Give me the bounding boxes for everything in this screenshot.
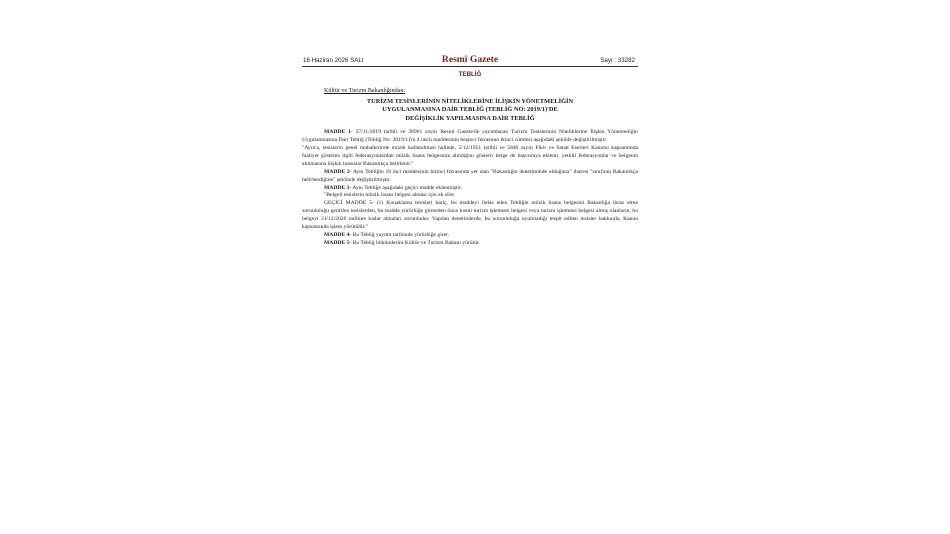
article-lead: MADDE 2- <box>324 168 352 175</box>
paragraph-text: 27/11/2019 tarihli ve 30961 sayılı Resmî Gazete'de yayımlanan Turizm Tesislerinin Niteliklerine İlişkin Yönetmeliğin Uygulanmasına Dair Tebliğ (Tebliğ No: 2019/1)'in 4 üncü maddesinin beşinci fıkrasının ikinci cümlesi aşağıdaki şekilde değiştirilmiştir. <box>302 129 638 144</box>
title-line: TURİZM TESİSLERİNİN NİTELİKLERİNE İLİŞKİN YÖNETMELİĞİN <box>366 98 574 105</box>
article-lead: MADDE 1- <box>324 129 353 136</box>
paragraph-text: Bu Tebliğ hükümlerini Kültür ve Turizm Bakanı yürütür. <box>351 239 480 246</box>
paragraph-article-1 <box>302 129 638 145</box>
gazette-page <box>302 52 638 248</box>
gazette-title: Resmî Gazete <box>441 54 499 65</box>
paragraph-temporary-article <box>302 200 638 232</box>
issue-number: Sayı : 33282 <box>600 57 635 64</box>
paragraph-article-2 <box>302 169 638 185</box>
paragraph-text: GEÇİCİ MADDE 5- (1) Konaklama tesisleri hariç, bu maddeyi ihdas eden Tebliğle müzik lisans belgesini Bakanlığa ibraz etme zorunluluğu getirilen tesislerden, bu madde yürürlüğe girmeden önce kısmi turizm işletmesi belgesi veya turizm işletmesi belgesi almış olanların, bu belgeyi 31/12/2026 tarihine kadar almaları zorunludur. Yapılan denetimlerde, bu zorunluluğa uyulmadığı tespit edilen tesisler hakkında, Kanun kapsamında işlem yürütülür." <box>302 200 638 231</box>
article-lead: MADDE 4- <box>324 232 352 238</box>
paragraph-text: "Ayrıca, tesislerin genel mahallerinde müzik kullanılması halinde, 5/12/1951 tarihli ve 5846 sayılı Fikir ve Sanat Eserleri Kanunu kapsamında faaliyet gösteren ilgili federasyonlardan müzik lisans belgesinin alındığını gösterir belge de başvuruya eklenir, yetkili federasyonlar ve belgenin alınmasına ilişkin hususlar Bakanlıkça belirlenir." <box>302 145 638 167</box>
communique-title <box>302 98 638 123</box>
paragraph-text: Aynı Tebliğe aşağıdaki geçici madde eklenmiştir. <box>351 184 463 191</box>
paragraph-article-4 <box>302 232 638 240</box>
article-lead: MADDE 3- <box>324 184 352 191</box>
gazette-header <box>302 52 638 67</box>
paragraph-article-5 <box>302 240 638 248</box>
paragraph-article-3 <box>302 185 638 193</box>
paragraph-text: Bu Tebliğ yayımı tarihinde yürürlüğe girer. <box>351 232 450 238</box>
paragraph-text: Aynı Tebliğin 18 inci maddesinin birinci fıkrasında yer alan "Bakanlığın denetiminde olduğuna" ibaresi "sınıfının Bakanlıkça belirlendiğine" şeklinde değiştirilmiştir. <box>302 168 638 183</box>
paragraph-text: "Belgeli tesislerin müzik lisans belgesi alması için ek süre <box>324 192 454 199</box>
document-body <box>302 129 638 248</box>
ministry-label: Kültür ve Turizm Bakanlığından: <box>324 88 406 94</box>
title-line: DEĞİŞİKLİK YAPILMASINA DAİR TEBLİĞ <box>405 114 535 122</box>
title-line: UYGULANMASINA DAİR TEBLİĞ (TEBLİĞ NO: 2019/1)'DE <box>382 106 558 114</box>
article-lead: MADDE 5- <box>324 239 352 246</box>
header-date: 16 Haziran 2026 SALI <box>303 57 364 64</box>
paragraph-quote <box>302 145 638 169</box>
section-heading: TEBLİĞ <box>458 71 482 78</box>
